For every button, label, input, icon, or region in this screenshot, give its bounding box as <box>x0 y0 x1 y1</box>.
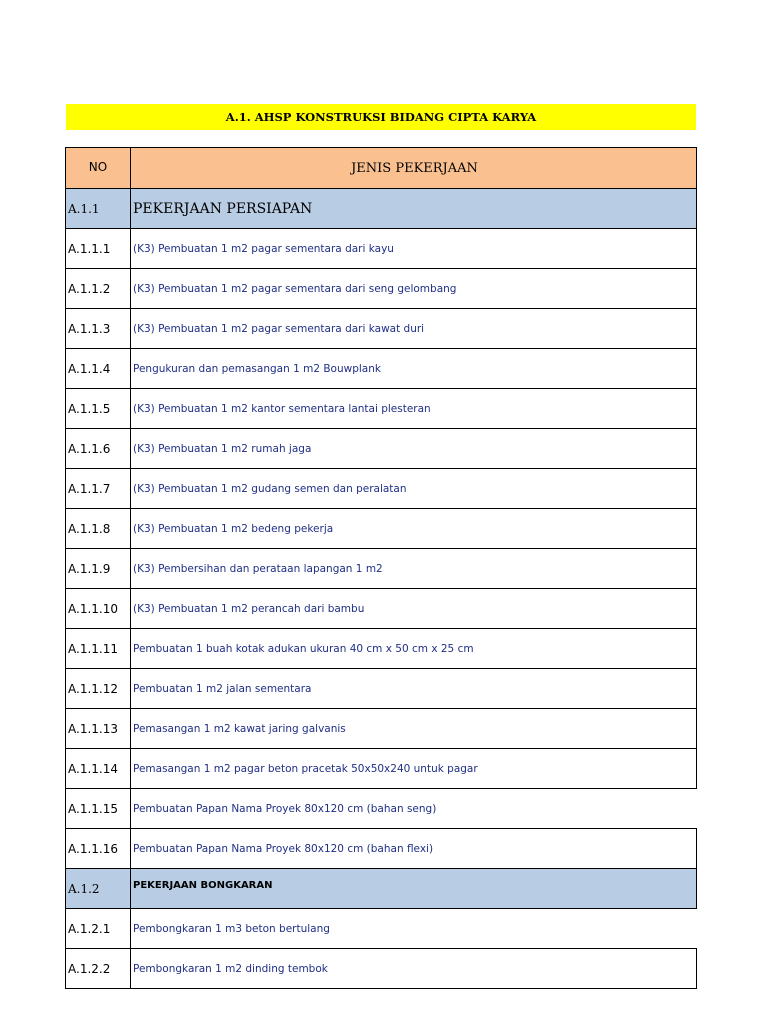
table-row[interactable] <box>65 509 697 549</box>
row-number: A.1.1.12 <box>66 669 131 708</box>
row-description: (K3) Pembuatan 1 m2 kantor sementara lantai plesteran <box>133 402 431 415</box>
row-description: Pembuatan 1 buah kotak adukan ukuran 40 cm x 50 cm x 25 cm <box>133 642 474 655</box>
table-row[interactable] <box>65 469 697 509</box>
row-description: (K3) Pembuatan 1 m2 perancah dari bambu <box>133 602 365 615</box>
row-number: A.1.1.10 <box>66 589 131 628</box>
row-number: A.1.2.1 <box>66 909 131 948</box>
row-number: A.1.1.14 <box>66 749 131 788</box>
section-row[interactable] <box>65 869 697 909</box>
table-row[interactable] <box>65 749 697 789</box>
row-description: Pengukuran dan pemasangan 1 m2 Bouwplank <box>133 362 381 375</box>
table-row[interactable] <box>65 909 697 949</box>
row-number: A.1.1.5 <box>66 389 131 428</box>
row-number: A.1.1.3 <box>66 309 131 348</box>
table-row[interactable] <box>65 389 697 429</box>
row-number: A.1.1.7 <box>66 469 131 508</box>
row-description: (K3) Pembuatan 1 m2 gudang semen dan peralatan <box>133 482 407 495</box>
row-description: Pembuatan Papan Nama Proyek 80x120 cm (bahan seng) <box>133 802 437 815</box>
row-description: Pemasangan 1 m2 pagar beton pracetak 50x50x240 untuk pagar <box>133 762 478 775</box>
row-number: A.1.1.2 <box>66 269 131 308</box>
row-description: Pembongkaran 1 m3 beton bertulang <box>133 922 330 935</box>
row-number: A.1.1.9 <box>66 549 131 588</box>
row-number: A.1.2.2 <box>66 949 131 988</box>
row-number: A.1.1.16 <box>66 829 131 868</box>
table-row[interactable] <box>65 429 697 469</box>
row-number: A.1.2 <box>66 869 131 908</box>
table-row[interactable] <box>65 709 697 749</box>
row-description: Pembongkaran 1 m2 dinding tembok <box>133 962 328 975</box>
row-number: A.1.1.6 <box>66 429 131 468</box>
row-number: A.1.1.11 <box>66 629 131 668</box>
ahsp-table <box>65 147 697 989</box>
table-row[interactable] <box>65 629 697 669</box>
row-description: (K3) Pembuatan 1 m2 pagar sementara dari seng gelombang <box>133 282 457 295</box>
row-description: PEKERJAAN BONGKARAN <box>133 880 273 891</box>
sheet-title: A.1. AHSP KONSTRUKSI BIDANG CIPTA KARYA <box>66 104 696 130</box>
row-number: A.1.1.1 <box>66 229 131 268</box>
row-description: (K3) Pembuatan 1 m2 pagar sementara dari kawat duri <box>133 322 425 335</box>
table-row[interactable] <box>65 789 697 829</box>
row-description: Pembuatan 1 m2 jalan sementara <box>133 682 312 695</box>
table-row[interactable] <box>65 349 697 389</box>
row-number: A.1.1.13 <box>66 709 131 748</box>
row-number: A.1.1.8 <box>66 509 131 548</box>
row-number: A.1.1.15 <box>66 789 131 828</box>
table-row[interactable] <box>65 949 697 989</box>
row-description: PEKERJAAN PERSIAPAN <box>133 200 313 217</box>
row-description: (K3) Pembuatan 1 m2 rumah jaga <box>133 442 312 455</box>
row-number: A.1.1.4 <box>66 349 131 388</box>
table-row[interactable] <box>65 589 697 629</box>
table-row[interactable] <box>65 669 697 709</box>
row-description: (K3) Pembuatan 1 m2 bedeng pekerja <box>133 522 334 535</box>
table-header <box>65 147 697 189</box>
table-row[interactable] <box>65 549 697 589</box>
table-row[interactable] <box>65 269 697 309</box>
column-header-desc: JENIS PEKERJAAN <box>351 160 478 176</box>
table-row[interactable] <box>65 229 697 269</box>
column-header-no: NO <box>66 148 131 188</box>
table-row[interactable] <box>65 309 697 349</box>
row-number: A.1.1 <box>66 189 131 228</box>
row-description: (K3) Pembuatan 1 m2 pagar sementara dari kayu <box>133 242 394 255</box>
row-description: Pembuatan Papan Nama Proyek 80x120 cm (bahan flexi) <box>133 842 434 855</box>
section-row[interactable] <box>65 189 697 229</box>
table-row[interactable] <box>65 829 697 869</box>
row-description: Pemasangan 1 m2 kawat jaring galvanis <box>133 722 346 735</box>
row-description: (K3) Pembersihan dan perataan lapangan 1 m2 <box>133 562 383 575</box>
